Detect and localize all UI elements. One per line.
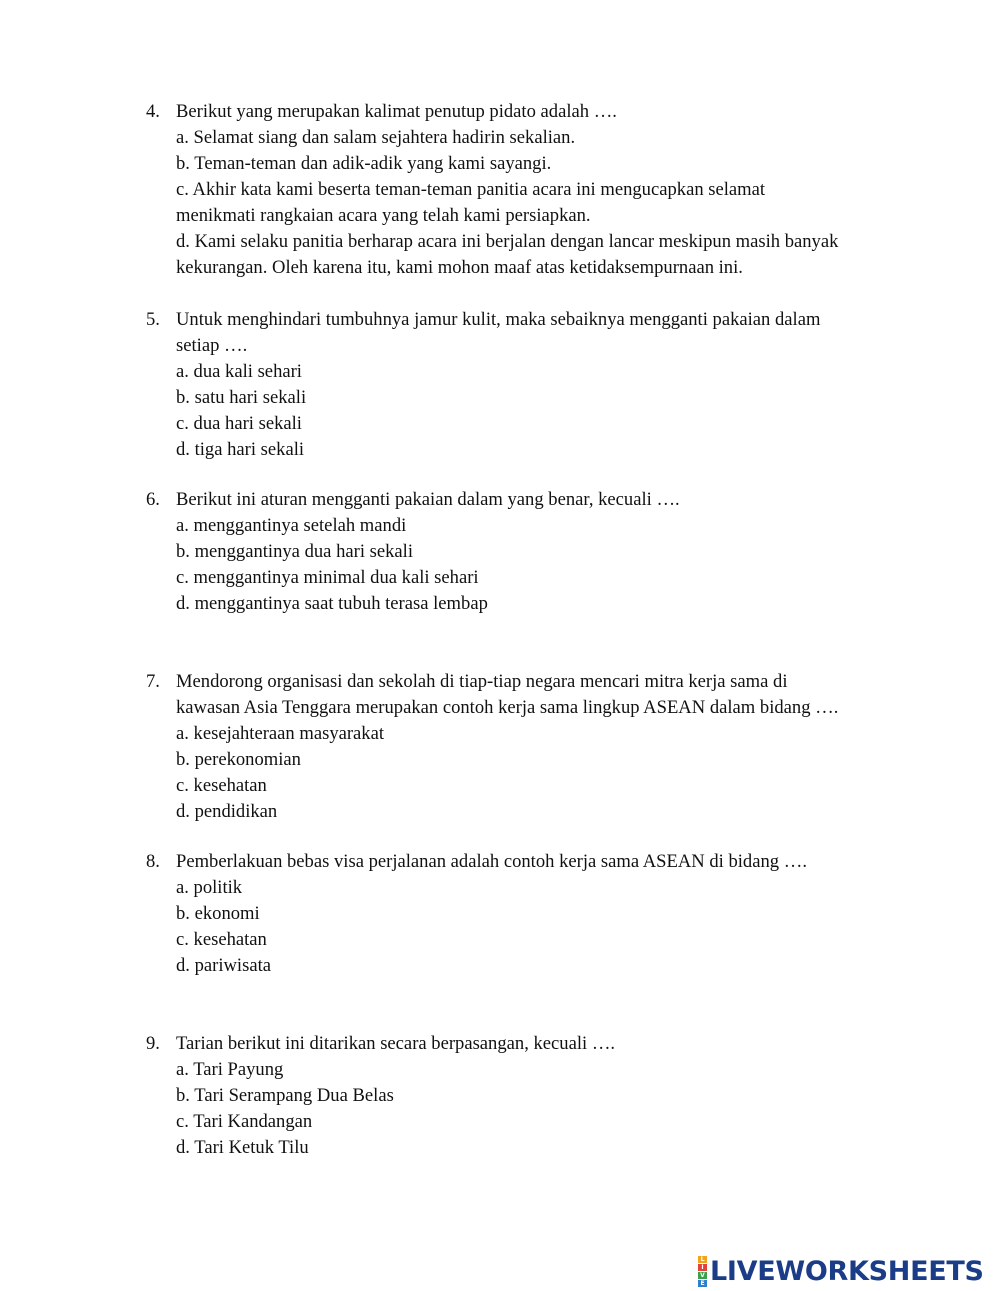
question-body (176, 307, 886, 463)
answer-option[interactable] (176, 229, 886, 281)
answer-option-text: c. menggantinya minimal dua kali sehari (176, 567, 479, 588)
answer-option[interactable] (176, 1057, 886, 1083)
answer-option[interactable] (176, 773, 886, 799)
question-number: 5. (146, 309, 160, 330)
answer-option-text: kekurangan. Oleh karena itu, kami mohon maaf atas ketidaksempurnaan ini. (176, 257, 743, 278)
answer-option[interactable] (176, 539, 886, 565)
answer-option-text: c. kesehatan (176, 929, 267, 950)
question-4 (146, 99, 886, 281)
answer-option-text: b. Teman-teman dan adik-adik yang kami sayangi. (176, 153, 552, 174)
answer-option-text: d. menggantinya saat tubuh terasa lembap (176, 593, 488, 614)
liveworksheets-logo (698, 1254, 984, 1288)
answer-option[interactable] (176, 1109, 886, 1135)
question-5 (146, 307, 886, 463)
answer-option-text: b. ekonomi (176, 903, 260, 924)
question-text: setiap …. (176, 335, 248, 356)
question-8 (146, 849, 886, 979)
question-9 (146, 1031, 886, 1161)
answer-option-text: a. dua kali sehari (176, 361, 302, 382)
answer-option[interactable] (176, 799, 886, 825)
question-text: kawasan Asia Tenggara merupakan contoh kerja sama lingkup ASEAN dalam bidang …. (176, 697, 839, 718)
answer-option[interactable] (176, 125, 886, 151)
question-body (176, 99, 886, 281)
logo-block: L (698, 1256, 707, 1263)
answer-option[interactable] (176, 1083, 886, 1109)
answer-option[interactable] (176, 927, 886, 953)
answer-option-text: c. kesehatan (176, 775, 267, 796)
question-text: Mendorong organisasi dan sekolah di tiap-tiap negara mencari mitra kerja sama di (176, 671, 788, 692)
answer-option-text: a. kesejahteraan masyarakat (176, 723, 385, 744)
question-7 (146, 669, 886, 825)
answer-option[interactable] (176, 591, 886, 617)
answer-option[interactable] (176, 411, 886, 437)
question-text: Berikut ini aturan mengganti pakaian dalam yang benar, kecuali …. (176, 489, 680, 510)
answer-option[interactable] (176, 1135, 886, 1161)
answer-option-text: d. tiga hari sekali (176, 439, 305, 460)
answer-option-text: b. menggantinya dua hari sekali (176, 541, 413, 562)
answer-option[interactable] (176, 385, 886, 411)
answer-option-text: d. pariwisata (176, 955, 272, 976)
answer-option[interactable] (176, 953, 886, 979)
answer-option[interactable] (176, 437, 886, 463)
answer-option-text: b. Tari Serampang Dua Belas (176, 1085, 394, 1106)
question-number: 4. (146, 101, 160, 122)
answer-option-text: d. Tari Ketuk Tilu (176, 1137, 309, 1158)
question-number: 8. (146, 851, 160, 872)
logo-block: V (698, 1272, 707, 1279)
answer-option-text: a. Selamat siang dan salam sejahtera hadirin sekalian. (176, 127, 576, 148)
question-body (176, 849, 886, 979)
question-number: 9. (146, 1033, 160, 1054)
answer-option-text: a. politik (176, 877, 243, 898)
question-body (176, 487, 886, 617)
answer-option[interactable] (176, 513, 886, 539)
answer-option-text: a. menggantinya setelah mandi (176, 515, 407, 536)
logo-block: E (698, 1280, 707, 1287)
answer-option-text: c. dua hari sekali (176, 413, 302, 434)
answer-option-text: c. Tari Kandangan (176, 1111, 313, 1132)
answer-option-text: b. perekonomian (176, 749, 301, 770)
question-body (176, 669, 886, 825)
answer-option[interactable] (176, 875, 886, 901)
question-number: 6. (146, 489, 160, 510)
question-6 (146, 487, 886, 617)
question-text: Untuk menghindari tumbuhnya jamur kulit, maka sebaiknya mengganti pakaian dalam (176, 309, 821, 330)
answer-option[interactable] (176, 151, 886, 177)
answer-option[interactable] (176, 177, 886, 229)
answer-option-text: d. pendidikan (176, 801, 278, 822)
logo-color-blocks (698, 1256, 707, 1287)
question-number: 7. (146, 671, 160, 692)
question-body (176, 1031, 886, 1161)
answer-option-text: menikmati rangkaian acara yang telah kami persiapkan. (176, 205, 591, 226)
answer-option-text: d. Kami selaku panitia berharap acara ini berjalan dengan lancar meskipun masih banyak (176, 231, 839, 252)
answer-option-text: b. satu hari sekali (176, 387, 307, 408)
answer-option[interactable] (176, 359, 886, 385)
answer-option-text: a. Tari Payung (176, 1059, 284, 1080)
logo-wordmark: LIVEWORKSHEETS (710, 1255, 984, 1287)
logo-block: I (698, 1264, 707, 1271)
answer-option-text: c. Akhir kata kami beserta teman-teman panitia acara ini mengucapkan selamat (176, 179, 766, 200)
answer-option[interactable] (176, 747, 886, 773)
answer-option[interactable] (176, 901, 886, 927)
question-text: Tarian berikut ini ditarikan secara berpasangan, kecuali …. (176, 1033, 616, 1054)
question-text: Pemberlakuan bebas visa perjalanan adalah contoh kerja sama ASEAN di bidang …. (176, 851, 807, 872)
answer-option[interactable] (176, 565, 886, 591)
question-text: Berikut yang merupakan kalimat penutup pidato adalah …. (176, 101, 617, 122)
answer-option[interactable] (176, 721, 886, 747)
